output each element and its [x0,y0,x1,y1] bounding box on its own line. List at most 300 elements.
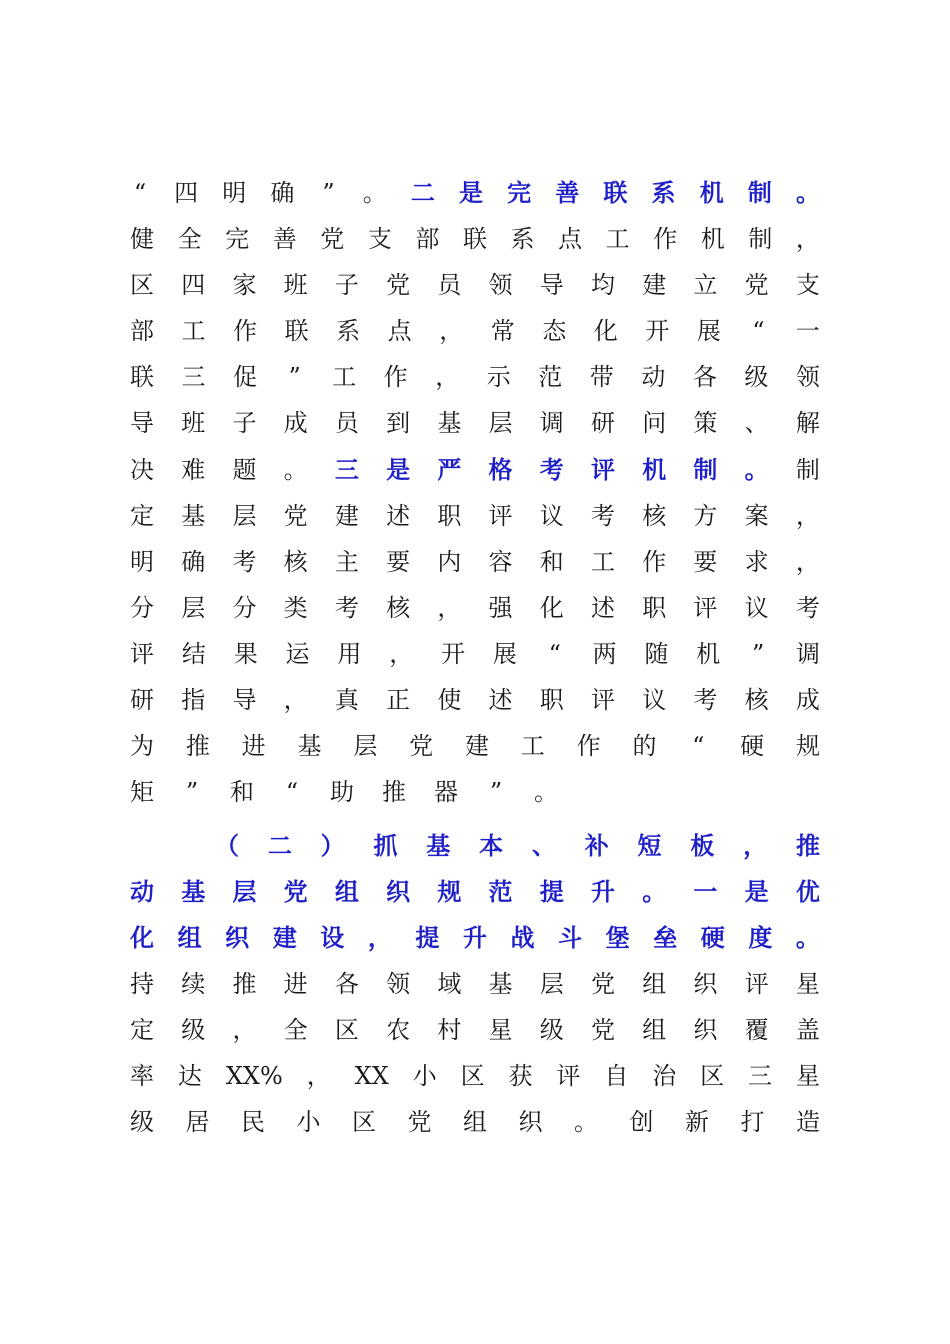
glyph: ” [489,778,503,806]
glyph: 示 [486,363,511,391]
glyph: （ [215,831,239,860]
glyph: ” [751,640,765,668]
glyph: 范 [488,877,513,906]
glyph: 调 [539,409,564,437]
glyph: 均 [590,271,615,299]
glyph: 职 [539,686,564,714]
glyph: 基 [181,877,206,906]
glyph: 立 [693,271,718,299]
text-line [130,1010,820,1050]
glyph: 板 [690,831,715,860]
glyph: 补 [584,831,609,860]
glyph: 。 [574,1108,598,1136]
text-line [130,542,820,582]
glyph: 议 [642,686,667,714]
glyph: 星 [795,970,820,998]
glyph: 班 [283,271,308,299]
glyph: 四 [174,179,199,207]
glyph: 达 [177,1062,202,1090]
glyph: “ [133,179,147,207]
glyph: 。 [362,179,387,207]
glyph: 党 [590,1016,615,1044]
glyph: 层 [232,877,257,906]
glyph: 规 [795,732,820,760]
glyph: 提 [539,877,564,906]
glyph: 区 [352,1108,376,1136]
glyph: 制 [748,225,773,253]
glyph: 工 [520,732,545,760]
glyph: 考 [693,686,718,714]
glyph: 组 [642,970,667,998]
glyph: 正 [386,686,411,714]
glyph: 党 [283,502,308,530]
glyph: 区 [460,1062,485,1090]
glyph: 度 [748,923,773,952]
glyph: 建 [334,502,359,530]
glyph: 领 [488,271,513,299]
glyph: 二 [267,831,292,860]
text-line [130,726,820,766]
glyph: 织 [518,1108,543,1136]
glyph: 新 [685,1108,709,1136]
glyph: 、 [531,831,556,860]
glyph: 。 [744,455,769,484]
glyph: 创 [629,1108,654,1136]
glyph: ， [743,831,768,860]
glyph: 区 [700,1062,725,1090]
glyph: 居 [185,1108,210,1136]
glyph: 部 [130,317,154,345]
glyph: 确 [270,179,295,207]
glyph: 述 [488,686,513,714]
glyph: 领 [795,363,820,391]
glyph: 党 [386,271,411,299]
glyph: 带 [589,363,614,391]
glyph: 要 [386,548,411,576]
glyph: 硬 [700,923,725,952]
glyph: 建 [272,923,297,952]
glyph: XX% [225,1062,283,1090]
glyph: 调 [795,640,820,668]
glyph: 设 [320,923,345,952]
glyph: 区 [334,1016,359,1044]
glyph: 类 [283,594,308,622]
text-line [130,1102,820,1142]
glyph: 村 [437,1016,462,1044]
glyph: 分 [130,594,154,622]
glyph: 自 [604,1062,629,1090]
glyph: 班 [181,409,206,437]
glyph: 斗 [558,923,583,952]
glyph: 持 [130,970,154,998]
glyph: “ [285,778,299,806]
glyph: 联 [603,178,628,207]
glyph: 机 [699,178,724,207]
glyph: 小 [296,1108,321,1136]
glyph: 态 [542,317,567,345]
glyph: 农 [386,1016,411,1044]
glyph: 制 [795,456,820,484]
glyph: 案 [744,502,769,530]
glyph: 联 [284,317,309,345]
glyph: 是 [386,455,411,484]
glyph: 造 [796,1108,820,1136]
glyph: 机 [700,225,725,253]
glyph: “ [692,732,705,760]
glyph: 基 [426,831,451,860]
glyph: 组 [642,1016,667,1044]
text-line [130,357,820,397]
glyph: 推 [795,831,820,860]
glyph: 善 [272,225,297,253]
glyph: 系 [510,225,535,253]
glyph: 。 [795,178,820,207]
glyph: 化 [539,594,564,622]
glyph: 员 [334,409,359,437]
text-line [130,219,820,259]
glyph: 策 [693,409,718,437]
glyph: 评 [556,1062,581,1090]
glyph: 级 [539,1016,564,1044]
glyph: 述 [386,502,411,530]
glyph: 议 [539,502,564,530]
glyph: 子 [334,271,359,299]
glyph: 民 [241,1108,265,1136]
glyph: 核 [642,502,667,530]
text-line [130,265,820,305]
text-line [130,588,820,628]
glyph: 堡 [605,923,630,952]
glyph: 完 [225,225,250,253]
glyph: 核 [283,548,308,576]
glyph: 是 [458,178,483,207]
glyph: 化 [593,317,618,345]
glyph: 。 [283,456,308,484]
text-line [130,173,820,213]
glyph: 工 [605,225,630,253]
glyph: 的 [632,732,657,760]
glyph: 导 [130,409,154,437]
glyph: 随 [644,640,669,668]
glyph: 工 [181,317,206,345]
glyph: 指 [181,686,206,714]
glyph: 评 [744,970,769,998]
text-line [130,1056,820,1096]
glyph: 促 [233,363,258,391]
glyph: 四 [181,271,206,299]
glyph: 基 [437,409,462,437]
glyph: 基 [488,970,513,998]
glyph: ， [437,594,462,622]
glyph: 区 [130,271,154,299]
glyph: 考 [232,548,257,576]
glyph: ” [288,363,301,391]
glyph: 三 [748,1062,773,1090]
glyph: 题 [232,456,257,484]
glyph: 内 [437,548,462,576]
text-line [130,964,820,1004]
glyph: 作 [653,225,678,253]
glyph: 为 [130,732,154,760]
glyph: 使 [437,686,462,714]
text-line [130,872,820,912]
glyph: 考 [590,502,615,530]
glyph: ， [283,686,308,714]
glyph: 抓 [373,831,398,860]
glyph: 成 [795,686,820,714]
glyph: 组 [177,923,202,952]
glyph: 层 [353,732,378,760]
glyph: 确 [181,548,206,576]
glyph: “ [752,317,765,345]
glyph: 子 [232,409,257,437]
glyph: 定 [130,1016,154,1044]
glyph: 织 [693,970,718,998]
glyph: ， [306,1062,331,1090]
glyph: 级 [181,1016,206,1044]
text-line [130,496,820,536]
glyph: ， [795,548,820,576]
glyph: 本 [479,831,504,860]
glyph: 党 [407,1108,432,1136]
glyph: 联 [462,225,487,253]
glyph: 家 [232,271,257,299]
glyph: 升 [590,877,615,906]
glyph: 支 [795,271,820,299]
glyph: 考 [539,455,564,484]
glyph: 党 [409,732,434,760]
glyph: 基 [297,732,322,760]
glyph: 层 [488,409,513,437]
glyph: 党 [590,970,615,998]
glyph: 各 [334,970,359,998]
glyph: 推 [232,970,257,998]
glyph: 规 [437,877,462,906]
glyph: 议 [744,594,769,622]
glyph: 运 [285,640,310,668]
glyph: 明 [222,179,247,207]
glyph: 研 [130,686,154,714]
glyph: 制 [747,178,772,207]
glyph: 推 [382,778,406,806]
glyph: 矩 [130,778,154,806]
glyph: 联 [130,363,154,391]
glyph: 组 [334,877,359,906]
glyph: 垒 [653,923,678,952]
glyph: ， [232,1016,257,1044]
glyph: 动 [641,363,666,391]
glyph: 格 [488,455,513,484]
glyph: 织 [693,1016,718,1044]
glyph: 考 [795,594,820,622]
glyph: 到 [386,409,411,437]
glyph: 器 [434,778,458,806]
glyph: 战 [510,923,535,952]
glyph: 三 [181,363,206,391]
glyph: 导 [232,686,257,714]
glyph: 是 [744,877,769,906]
glyph: 分 [232,594,257,622]
glyph: ” [322,179,335,207]
glyph: 完 [507,178,532,207]
glyph: 两 [592,640,617,668]
glyph: 层 [232,502,257,530]
glyph: 评 [130,640,154,668]
glyph: 作 [642,548,667,576]
glyph: 善 [555,178,580,207]
glyph: 升 [462,923,487,952]
glyph: 开 [441,640,466,668]
glyph: 果 [233,640,258,668]
glyph: 星 [488,1016,513,1044]
glyph: 考 [334,594,359,622]
glyph: 点 [387,317,412,345]
glyph: 决 [130,456,154,484]
glyph: 各 [692,363,717,391]
glyph: 织 [386,877,411,906]
glyph: 。 [795,923,820,952]
glyph: 作 [576,732,601,760]
glyph: 工 [332,363,357,391]
glyph: 员 [437,271,462,299]
glyph: 域 [437,970,462,998]
glyph: 系 [651,178,676,207]
glyph: 述 [590,594,615,622]
glyph: 小 [412,1062,437,1090]
glyph: 织 [225,923,250,952]
glyph: 导 [539,271,564,299]
glyph: 一 [693,877,718,906]
glyph: 核 [386,594,411,622]
glyph: 评 [590,455,615,484]
glyph: XX [354,1062,389,1090]
glyph: 党 [744,271,769,299]
glyph: 进 [241,732,266,760]
glyph: 化 [130,923,154,952]
glyph: 定 [130,502,154,530]
glyph: 助 [330,778,354,806]
glyph: 盖 [795,1016,820,1044]
glyph: 系 [336,317,361,345]
glyph: ， [367,923,392,952]
glyph: ， [795,502,820,530]
glyph: 职 [437,502,462,530]
glyph: 提 [415,923,440,952]
glyph: 求 [744,548,769,576]
glyph: 开 [645,317,670,345]
glyph: 健 [130,225,154,253]
glyph: 点 [558,225,583,253]
glyph: 用 [337,640,362,668]
glyph: 作 [233,317,258,345]
glyph: 建 [642,271,667,299]
glyph: 和 [539,548,564,576]
glyph: ， [795,225,820,253]
glyph: 推 [185,732,210,760]
glyph: 范 [538,363,563,391]
glyph: 主 [334,548,359,576]
glyph: 和 [230,778,254,806]
glyph: 容 [488,548,513,576]
glyph: ， [435,363,460,391]
glyph: 组 [463,1108,487,1136]
glyph: 评 [693,594,718,622]
glyph: 覆 [744,1016,769,1044]
glyph: 明 [130,548,154,576]
glyph: “ [548,640,561,668]
glyph: 方 [693,502,718,530]
text-line [130,450,820,490]
glyph: 真 [334,686,359,714]
glyph: 级 [744,363,769,391]
glyph: 作 [383,363,408,391]
glyph: ， [439,317,464,345]
glyph: 评 [488,502,513,530]
glyph: 硬 [740,732,765,760]
glyph: ） [320,831,345,860]
glyph: 基 [181,502,206,530]
glyph: 职 [642,594,667,622]
glyph: 治 [652,1062,677,1090]
text-line [215,826,820,866]
glyph: 级 [130,1108,154,1136]
glyph: 短 [637,831,662,860]
glyph: 层 [181,594,206,622]
glyph: 要 [693,548,718,576]
glyph: 常 [490,317,515,345]
glyph: 展 [492,640,517,668]
glyph: 机 [696,640,721,668]
glyph: ， [389,640,414,668]
glyph: 机 [642,455,667,484]
glyph: 星 [795,1062,820,1090]
glyph: 展 [696,317,721,345]
text-line [130,311,820,351]
glyph: 获 [508,1062,533,1090]
glyph: 解 [795,409,820,437]
glyph: 部 [415,225,440,253]
glyph: 率 [130,1062,154,1090]
glyph: 动 [130,877,154,906]
glyph: 、 [744,409,769,437]
glyph: 强 [488,594,513,622]
glyph: 工 [590,548,615,576]
glyph: 党 [320,225,345,253]
glyph: 全 [177,225,202,253]
text-line [130,918,820,958]
text-line [130,403,820,443]
glyph: 优 [795,877,820,906]
text-line [130,772,586,812]
glyph: 二 [410,178,435,207]
glyph: 续 [181,970,206,998]
glyph: 进 [283,970,308,998]
glyph: 全 [283,1016,308,1044]
glyph: 问 [642,409,667,437]
glyph: 。 [534,778,558,806]
glyph: 研 [590,409,615,437]
glyph: 难 [181,456,206,484]
glyph: 层 [539,970,564,998]
glyph: 。 [642,877,667,906]
glyph: ” [185,778,199,806]
glyph: 领 [386,970,411,998]
glyph: 评 [590,686,615,714]
glyph: 严 [437,455,462,484]
glyph: 核 [744,686,769,714]
glyph: 打 [740,1108,765,1136]
text-line [130,680,820,720]
